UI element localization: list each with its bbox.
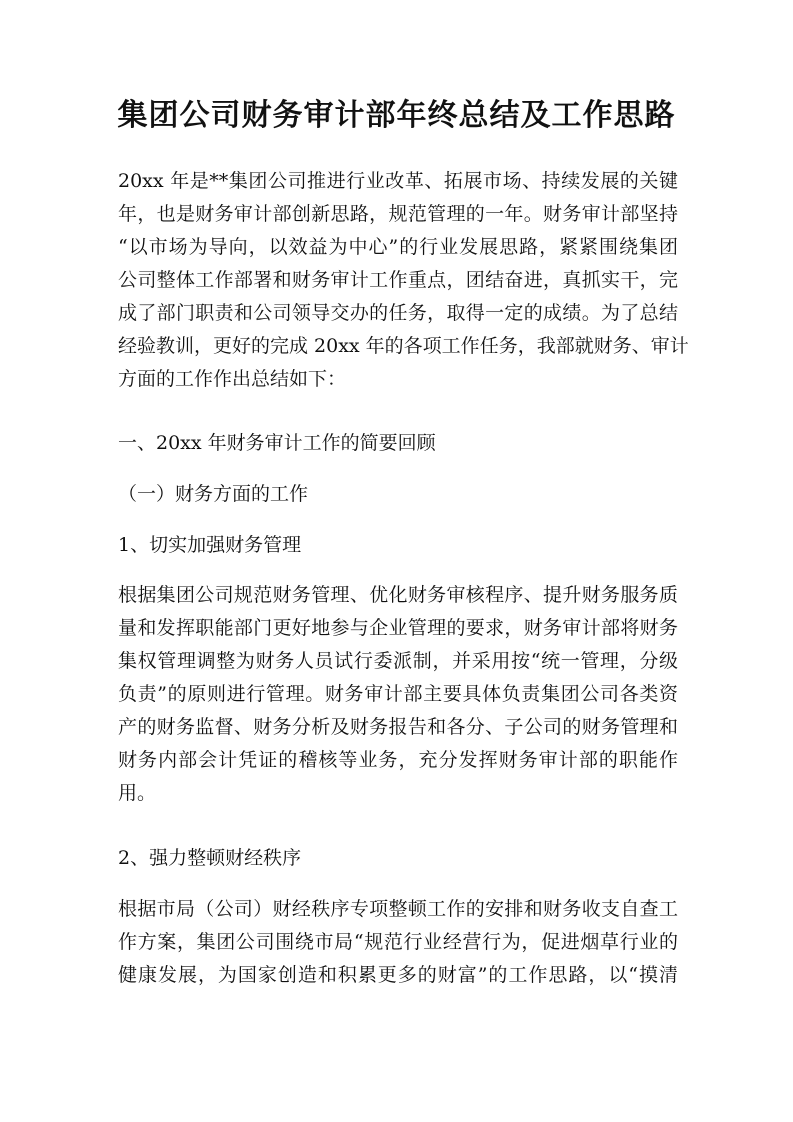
paragraph-line: 根据市局（公司）财经秩序专项整顿工作的安排和财务收支自查工 [118,898,678,920]
subsection-heading: （一）财务方面的工作 [118,483,309,505]
item-heading: 1、切实加强财务管理 [118,534,302,556]
section-heading: 一、20xx 年财务审计工作的简要回顾 [118,432,436,454]
paragraph-line: 作方案，集团公司围绕市局“规范行业经营行为，促进烟草行业的 [118,931,678,953]
paragraph-line: 成了部门职责和公司领导交办的任务，取得一定的成绩。为了总结 [118,302,678,324]
paragraph-line: “以市场为导向，以效益为中心”的行业发展思路，紧紧围绕集团 [118,236,678,258]
paragraph-line: 公司整体工作部署和财务审计工作重点，团结奋进，真抓实干，完 [118,269,678,291]
item-heading: 2、强力整顿财经秩序 [118,847,302,869]
paragraph-line: 20xx 年是**集团公司推进行业改革、拓展市场、持续发展的关键 [118,170,678,192]
paragraph-line: 产的财务监督、财务分析及财务报告和各分、子公司的财务管理和 [118,716,678,738]
paragraph-line: 经验教训，更好的完成 20xx 年的各项工作任务，我部就财务、审计 [118,335,689,357]
paragraph-line: 根据集团公司规范财务管理、优化财务审核程序、提升财务服务质 [118,584,678,606]
paragraph-line: 量和发挥职能部门更好地参与企业管理的要求，财务审计部将财务 [118,617,678,639]
paragraph-line: 集权管理调整为财务人员试行委派制，并采用按“统一管理，分级 [118,650,678,672]
paragraph-line: 健康发展，为国家创造和积累更多的财富”的工作思路，以“摸清 [118,964,678,986]
paragraph-line: 用。 [118,782,157,804]
paragraph-line: 年，也是财务审计部创新思路，规范管理的一年。财务审计部坚持 [118,203,678,225]
paragraph-line: 财务内部会计凭证的稽核等业务，充分发挥财务审计部的职能作 [118,749,678,771]
paragraph-line: 方面的工作作出总结如下： [118,368,347,390]
document-title: 集团公司财务审计部年终总结及工作思路 [117,98,676,133]
paragraph-line: 负责”的原则进行管理。财务审计部主要具体负责集团公司各类资 [118,683,678,705]
